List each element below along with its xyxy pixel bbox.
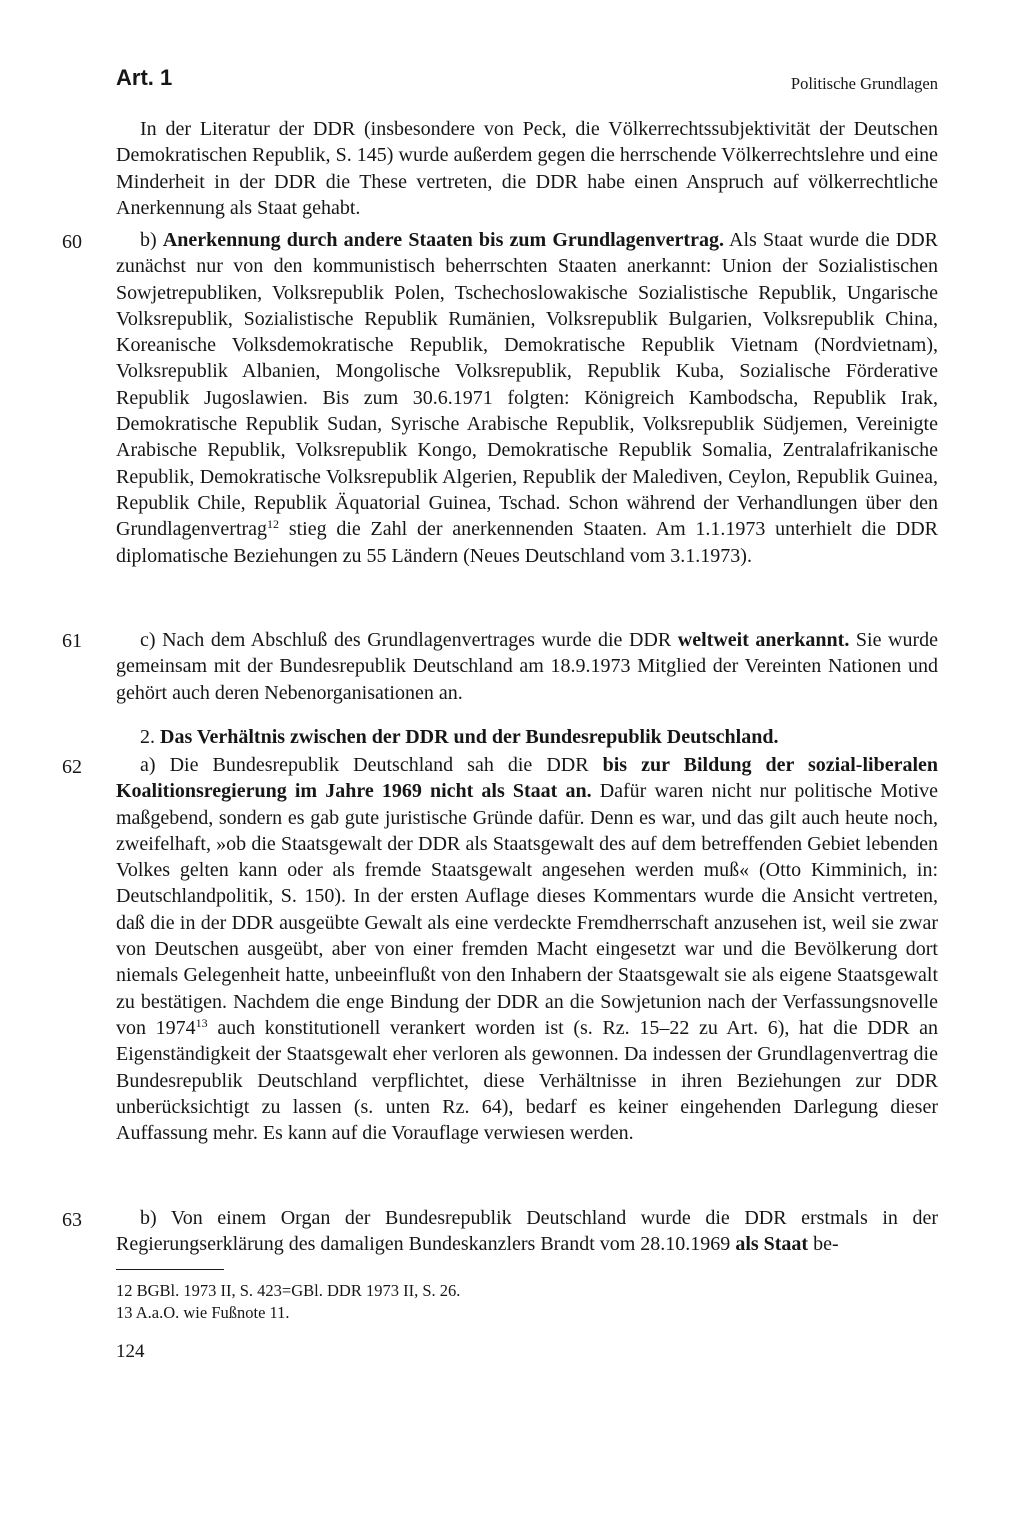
footnote-ref-12: 12 xyxy=(267,517,280,532)
running-head-article: Art. 1 xyxy=(116,65,173,90)
p63-text-2: be- xyxy=(808,1233,839,1256)
p63-emphasis: als Staat xyxy=(735,1233,809,1256)
paragraph-intro: In der Literatur der DDR (insbesondere von Peck, die Völkerrechtssubjektivität der Deutschen Demokratischen Republik, S. 145) wurde außerdem gegen die herrschende Völkerrechtslehre und eine Minderheit in der DDR die These vertreten, die DDR habe einen Anspruch auf völkerrechtliche Anerkennung als Staat gehabt. xyxy=(116,118,938,219)
p60-heading: Anerkennung durch andere Staaten bis zum Grundlagenvertrag. xyxy=(162,229,724,251)
p62-emphasis: bis zur Bildung der sozial-liberalen Koalitionsregierung im Jahre 1969 nicht als Staat an. xyxy=(116,754,938,803)
paragraph-60 xyxy=(116,227,938,569)
footnote-rule xyxy=(116,1269,224,1270)
p63-text-1: b) Von einem Organ der Bundesrepublik Deutschland wurde die DDR erstmals in der Regierungserklärung des damaligen Bundeskanzlers Brandt vom 28.10.1969 xyxy=(116,1207,938,1256)
margin-number-60: 60 xyxy=(62,231,82,253)
section-heading-title: Das Verhältnis zwischen der DDR und der Bundesrepublik Deutschland. xyxy=(160,726,779,748)
footnote-13: 13 A.a.O. wie Fußnote 11. xyxy=(116,1303,290,1322)
section-heading-num: 2. xyxy=(140,726,160,748)
p62-text-2: Dafür waren nicht nur politische Motive maßgebend, sondern es gab gute juristische Gründe dafür. Denn es war, und das gilt auch heute noch, zweifelhaft, »ob die Staatsgewalt der DDR als Staatsgewalt des auf dem betreffenden Gebiet lebenden Volkes gelten kann oder als fremde Staatsgewalt angesehen werden muß« (Otto Kimminich, in: Deutschlandpolitik, S. 150). In der ersten Auflage dieses Kommentars wurde die Ansicht vertreten, daß die in der DDR ausgeübte Gewalt als eine verdeckte Fremdherrschaft anzusehen ist, weil sie zwar von Deutschen ausgeübt, aber von einer fremden Macht eingesetzt war und die Bevölkerung dort niemals Gelegenheit hatte, unbeeinflußt von den Inhabern der Staatsgewalt sie als eigene Staatsgewalt zu bestätigen. Nachdem die enge Bindung der DDR an die Sowjetunion nach der Verfassungsnovelle von 1974 xyxy=(116,780,938,1039)
footnote-12: 12 BGBl. 1973 II, S. 423=GBl. DDR 1973 II, S. 26. xyxy=(116,1281,461,1300)
paragraph-63 xyxy=(116,1205,938,1258)
margin-number-62: 62 xyxy=(62,756,82,778)
p61-text-2: Sie wurde gemeinsam mit der Bundesrepublik Deutschland am 18.9.1973 Mitglied der Vereinten Nationen und gehört auch deren Nebenorganisationen an. xyxy=(116,629,938,704)
p60-text-1: Als Staat wurde die DDR zunächst nur von den kommunistisch beherrschten Staaten anerkannt: Union der Sozialistischen Sowjetrepubliken, Volksrepublik Polen, Tschechoslowakische Sozialistische Republik, Ungarische Volksrepublik, Sozialistische Republik Rumänien, Volksrepublik Bulgarien, Volksrepublik China, Koreanische Volksdemokratische Republik, Demokratische Republik Vietnam (Nordvietnam), Volksrepublik Albanien, Mongolische Volksrepublik, Republik Kuba, Sozialische Förderative Republik Jugoslawien. Bis zum 30.6.1971 folgten: Königreich Kambodscha, Republik Irak, Demokratische Republik Sudan, Syrische Arabische Republik, Volksrepublik Südjemen, Vereinigte Arabische Republik, Volksrepublik Kongo, Demokratische Republik Somalia, Zentralafrikanische Republik, Demokratische Volksrepublik Algerien, Republik der Malediven, Ceylon, Republik Guinea, Republik Chile, Republik Äquatorial Guinea, Tschad. Schon während der Verhandlungen über den Grundlagenvertrag xyxy=(116,229,939,541)
section-heading-2 xyxy=(116,724,938,750)
p62-text-3: auch konstitutionell verankert worden ist (s. Rz. 15–22 zu Art. 6), hat die DDR an Eigenständigkeit der Staatsgewalt eher verloren als gewonnen. Da indessen der Grundlagenvertrag die Bundesrepublik Deutschland verpflichtet, diese Verhältnisse in ihren Beziehungen zur DDR unberücksichtigt zu lassen (s. unten Rz. 64), bedarf es keiner eingehenden Darlegung dieser Auffassung mehr. Es kann auf die Vorauflage verwiesen werden. xyxy=(116,1016,939,1145)
p61-text-1: c) Nach dem Abschluß des Grundlagenvertrages wurde die DDR xyxy=(140,629,678,651)
running-head-section: Politische Grundlagen xyxy=(790,74,938,93)
p61-emphasis: weltweit anerkannt. xyxy=(677,629,850,651)
p62-text-1: a) Die Bundesrepublik Deutschland sah die DDR xyxy=(140,754,603,776)
page-number: 124 xyxy=(116,1341,145,1362)
paragraph-61 xyxy=(116,627,938,706)
p60-text-2: stieg die Zahl der anerkennenden Staaten. Am 1.1.1973 unterhielt die DDR diplomatische Beziehungen zu 55 Ländern (Neues Deutschland vom 3.1.1973). xyxy=(116,518,938,567)
margin-number-61: 61 xyxy=(62,630,82,652)
footnote-ref-13: 13 xyxy=(195,1015,208,1030)
paragraph-62 xyxy=(116,752,938,1146)
p60-lead: b) xyxy=(140,229,163,251)
margin-number-63: 63 xyxy=(62,1209,82,1231)
